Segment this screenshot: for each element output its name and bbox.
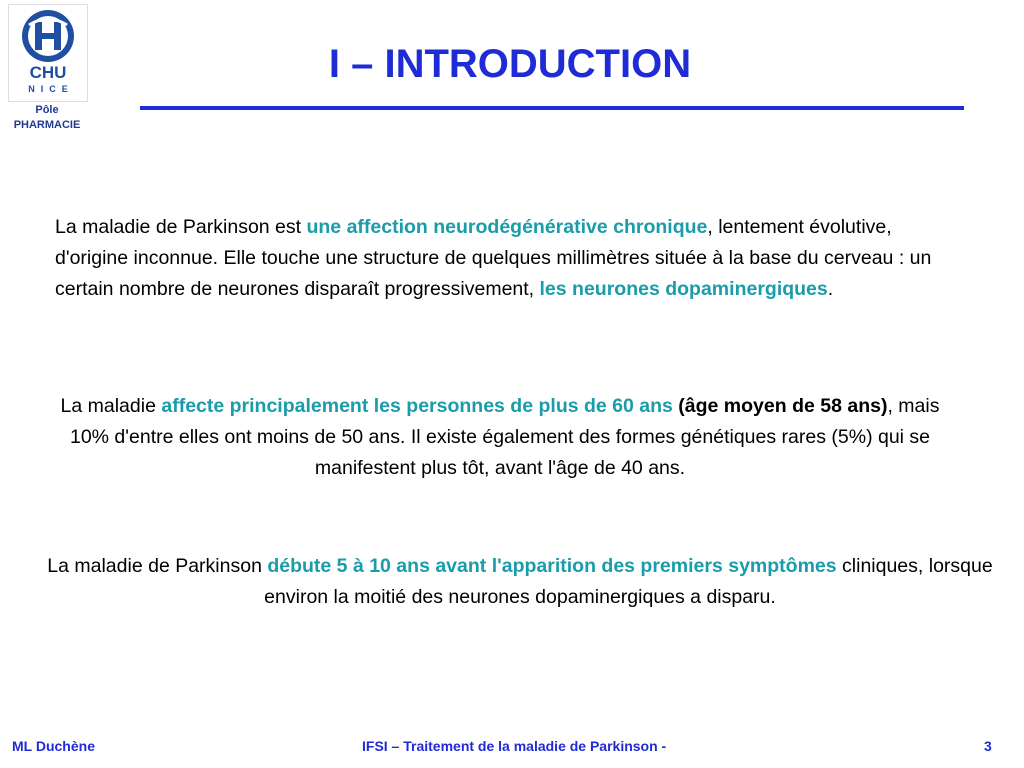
p2-bold-1: (âge moyen de 58 ans) [672, 395, 888, 417]
department-line2: PHARMACIE [13, 119, 81, 131]
title-underline [140, 106, 964, 110]
p1-text-3: . [827, 278, 834, 300]
p2-text-2: , mais 10% d'entre elles ont moins de 50 ans. Il existe également des formes génétiques rares (5%) qui se manifestent plus tôt, avant l'âge de 40 ans. [69, 395, 940, 479]
paragraph-onset [40, 551, 1000, 613]
p3-text-2: cliniques, lorsque environ la moitié des neurones dopaminergiques a disparu. [264, 555, 993, 608]
p1-highlight-2: les neurones dopaminergiques [539, 278, 828, 300]
footer-author: ML Duchène [12, 738, 95, 754]
slide-title: I – INTRODUCTION [328, 42, 692, 86]
p3-highlight-1: débute 5 à 10 ans avant l'apparition des premiers symptômes [267, 555, 837, 577]
footer-page-number: 3 [984, 738, 992, 754]
chu-emblem-icon [9, 5, 87, 65]
p1-text-1: La maladie de Parkinson est [55, 216, 307, 238]
p3-text-1: La maladie de Parkinson [47, 555, 268, 577]
logo-brand-text: CHU [29, 63, 67, 82]
p1-highlight-1: une affection neurodégénérative chronique [306, 216, 708, 238]
logo-city-text: NICE [28, 84, 74, 94]
chu-nice-logo [8, 4, 88, 102]
department-label [0, 103, 94, 133]
paragraph-definition [55, 212, 955, 305]
p1-text-2: , lentement évolutive, d'origine inconnue. Elle touche une structure de quelques millimètres située à la base du cerveau : un certain nombre de neurones disparaît progressivement, [55, 216, 932, 300]
p2-text-1: La maladie [60, 395, 162, 417]
p2-highlight-1: affecte principalement les personnes de plus de 60 ans [161, 395, 673, 417]
department-line1: Pôle [35, 104, 59, 116]
paragraph-epidemiology [40, 391, 960, 484]
footer-course-title: IFSI – Traitement de la maladie de Parkinson - [362, 738, 667, 754]
